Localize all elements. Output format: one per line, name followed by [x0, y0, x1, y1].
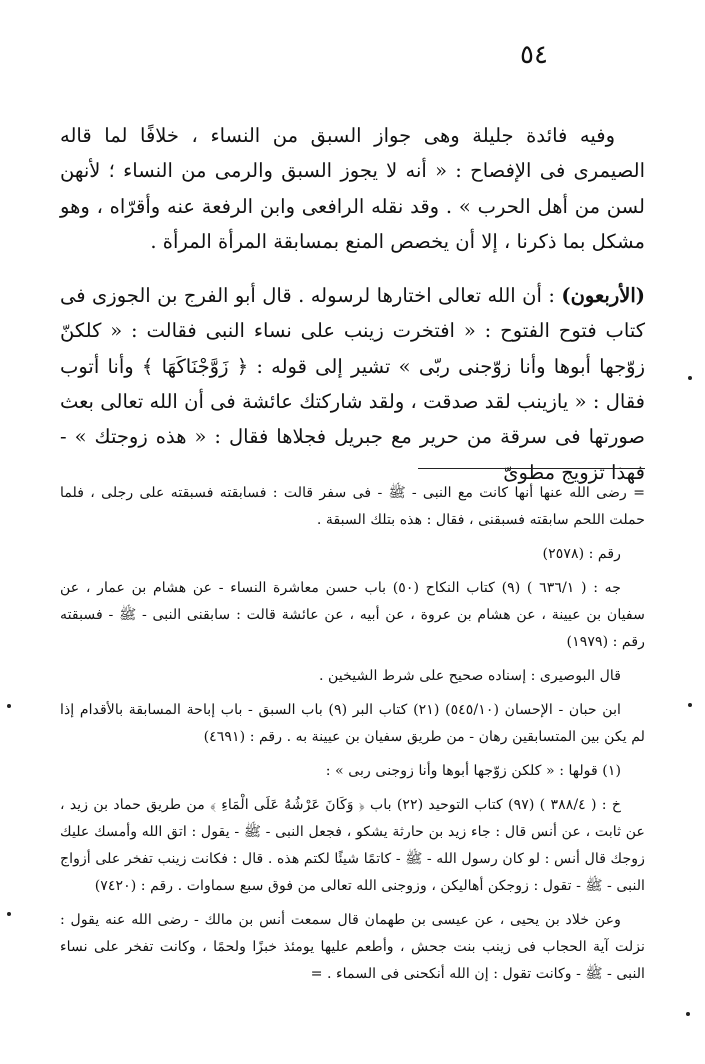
footnote-paragraph: قال البوصيرى : إسناده صحيح على شرط الشيخين .: [318, 668, 621, 684]
margin-mark: [7, 912, 11, 916]
footnote-paragraph: = رضى الله عنها أنها كانت مع النبى - ﷺ - فى سفر قالت : فسابقته فسبقته على رجلى ، فلما حملت اللحم سابقته فسبقنى ، فقال : هذه بتلك السبقة .: [60, 485, 645, 528]
margin-mark: [7, 704, 11, 708]
margin-mark: [688, 376, 692, 380]
footnote-paragraph: ابن حبان - الإحسان (٥٤٥/١٠) (٢١) كتاب البر (٩) باب السبق - باب إباحة المسابقة بالأقدام إذا لم يكن بين المتسابقين رهان - من طريق سفيان بن عيينة به . رقم : (٤٦٩١): [60, 702, 645, 745]
section-body: : أن الله تعالى اختارها لرسوله . قال أبو الفرج بن الجوزى فى كتاب فتوح الفتوح : « افتخرت زينب على نساء النبى فقالت : « كلكنّ زوّجها أبوها وأنا زوّجنى ربّى » تشير إلى قوله : ﴿ زَوَّجْنَاكَهَا ﴾ وأنا أتوب فقال : « يازينب لقد صدقت ، ولقد شاركتك عائشة فى أن الله تعالى بعث صورتها فى سرقة من حرير مع جبريل فجلاها فقال : « هذه زوجتك » - فهذا تزويج مطوىّ: [60, 284, 645, 484]
footnote-paragraph: رقم : (٢٥٧٨): [542, 546, 621, 562]
footnote-paragraph: وعن خلاد بن يحيى ، عن عيسى بن طهمان قال سمعت أنس بن مالك - رضى الله عنه يقول : نزلت آية الحجاب فى زينب بنت جحش ، وأطعم عليها يومئذ خبزًا ولحمًا ، وكانت تفخر على نساء النبى - ﷺ - وكانت تقول : إن الله أنكحنى فى السماء . =: [60, 912, 645, 982]
footnote-divider: [418, 468, 645, 469]
footnote-paragraph: خ : ( ٣٨٨/٤ ) (٩٧) كتاب التوحيد (٢٢) باب ﴿ وَكَانَ عَرْشُهُ عَلَى الْمَاءِ ﴾ من طريق حماد بن زيد ، عن ثابت ، عن أنس قال : جاء زيد بن حارثة يشكو ، فجعل النبى - ﷺ - يقول : اتق الله وأمسك عليك زوجك قال أنس : لو كان رسول الله - ﷺ - كاتمًا شيئًا لكتم هذه . قال : فكانت زينب تفخر على أزواج النبى - ﷺ - تقول : زوجكن أهاليكن ، وزوجنى الله تعالى من فوق سبع سماوات . رقم : (٧٤٢٠): [60, 797, 645, 894]
page-number: ٥٤: [520, 40, 548, 70]
margin-mark: [688, 703, 692, 707]
footnote-paragraph: جه : ( ٦٣٦/١ ) (٩) كتاب النكاح (٥٠) باب حسن معاشرة النساء - عن هشام بن عمار ، عن سفيان بن عيينة ، عن هشام بن عروة ، عن أبيه ، عن عائشة قالت : سابقنى النبى - ﷺ - فسبقته رقم : (١٩٧٩): [60, 580, 645, 650]
section-heading: (الأربعون): [561, 284, 646, 308]
main-text: [60, 118, 645, 490]
paragraph: وفيه فائدة جليلة وهى جواز السبق من النساء ، خلافًا لما قاله الصيمرى فى الإفصاح : « أنه لا يجوز السبق والرمى من النساء ؛ لأنهن لسن من أهل الحرب » . وقد نقله الرافعى وابن الرفعة عنه وأقرّاه ، وهو مشكل بما ذكرنا ، إلا أن يخصص المنع بمسابقة المرأة المرأة .: [60, 124, 645, 253]
footnote-paragraph: (١) قولها : « كلكن زوّجها أبوها وأنا زوجنى ربى » :: [325, 763, 621, 779]
margin-mark: [686, 1012, 690, 1016]
section-paragraph: [60, 278, 645, 490]
footnotes: [60, 480, 645, 995]
